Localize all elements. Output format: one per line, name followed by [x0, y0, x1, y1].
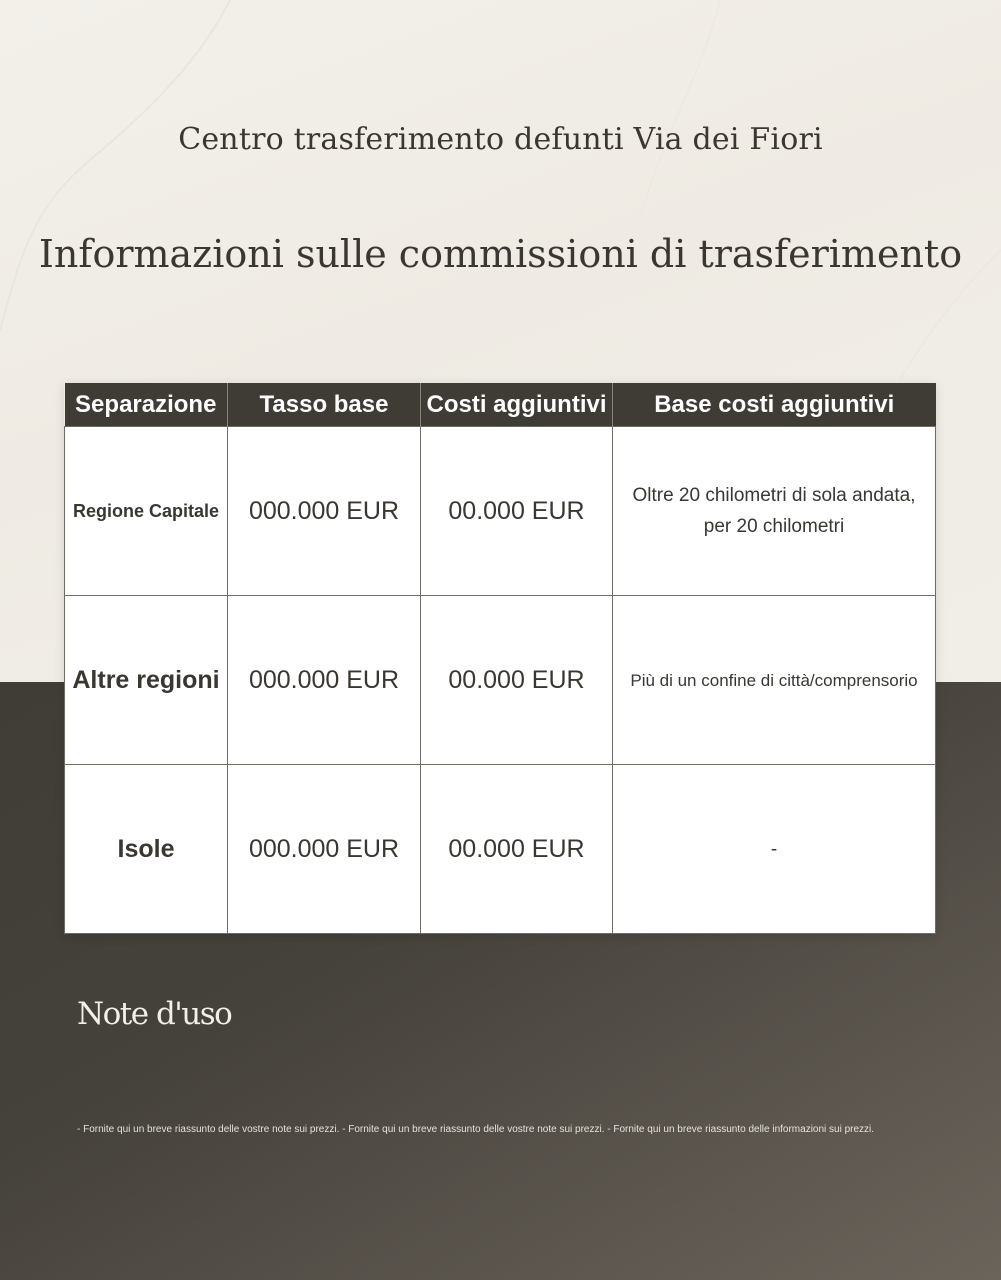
extra-basis-line: Oltre 20 chilometri di sola andata, [632, 485, 916, 506]
table-header-row [65, 383, 936, 427]
column-header-separation: Separazione [65, 383, 228, 427]
extra-basis-cell [613, 427, 936, 596]
page-title: Informazioni sulle commissioni di trasferimento [38, 232, 963, 276]
base-rate-cell: 000.000 EUR [228, 427, 421, 596]
extra-basis-line: per 20 chilometri [703, 516, 845, 537]
notes-title: Note d'uso [77, 996, 232, 1032]
column-header-base-rate: Tasso base [228, 383, 421, 427]
region-cell: Regione Capitale [65, 427, 228, 596]
table-row [65, 596, 936, 765]
table-row [65, 765, 936, 934]
notes-text: - Fornite qui un breve riassunto delle vostre note sui prezzi. - Fornite qui un breve riassunto delle vostre note sui prezzi. - Fornite qui un breve riassunto delle informazioni sui prezzi. [77, 1124, 875, 1135]
region-cell: Isole [65, 765, 228, 934]
base-rate-cell: 000.000 EUR [228, 765, 421, 934]
extra-cost-cell: 00.000 EUR [421, 427, 613, 596]
column-header-extra-cost: Costi aggiuntivi [421, 383, 613, 427]
extra-cost-cell: 00.000 EUR [421, 596, 613, 765]
base-rate-cell: 000.000 EUR [228, 596, 421, 765]
extra-cost-cell: 00.000 EUR [421, 765, 613, 934]
extra-basis-cell: Più di un confine di città/comprensorio [613, 596, 936, 765]
region-cell: Altre regioni [65, 596, 228, 765]
table-row [65, 427, 936, 596]
extra-basis-cell: - [613, 765, 936, 934]
organization-name: Centro trasferimento defunti Via dei Fiori [178, 122, 823, 157]
column-header-extra-basis: Base costi aggiuntivi [613, 383, 936, 427]
fee-table [64, 383, 936, 934]
